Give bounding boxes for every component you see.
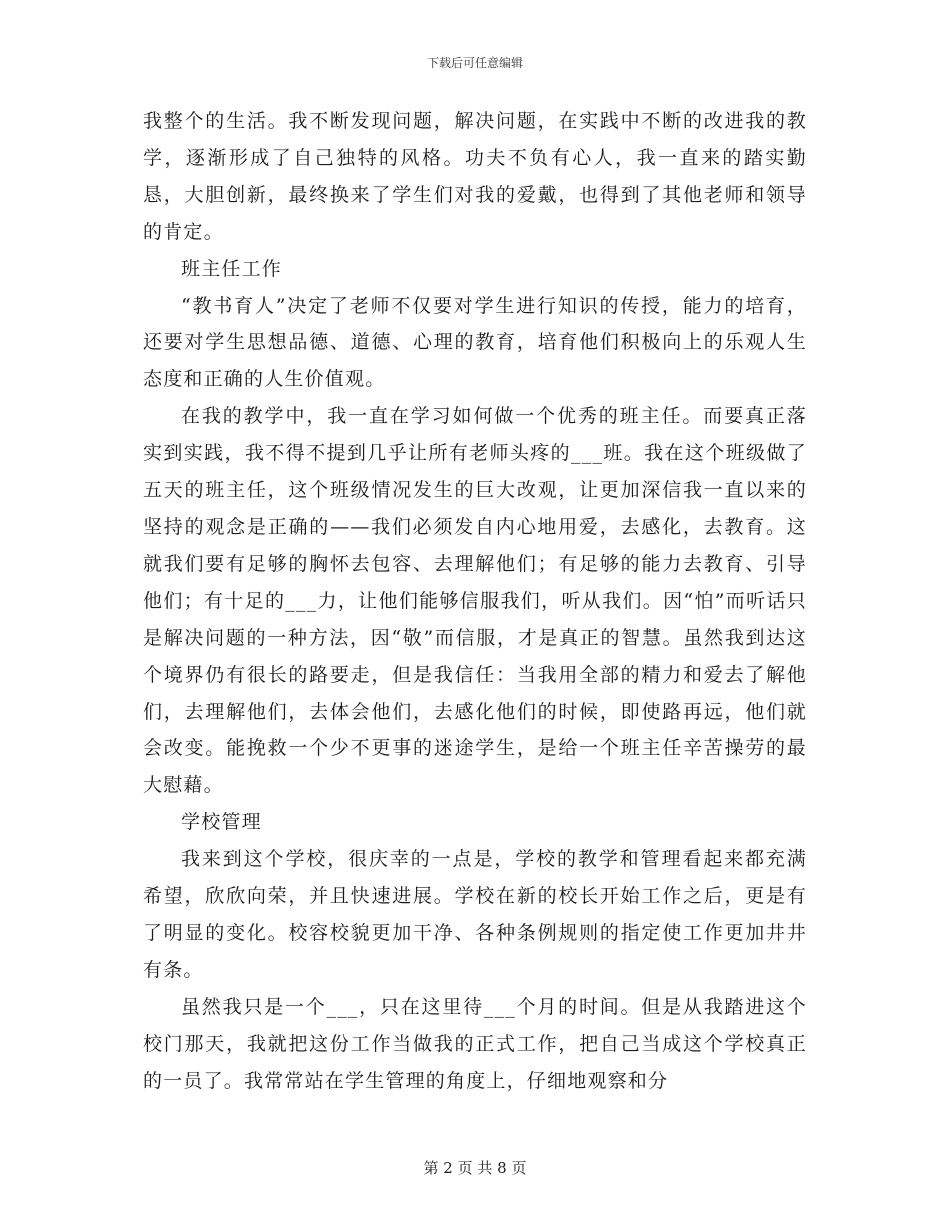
paragraph: “教书育人”决定了老师不仅要对学生进行知识的传授，能力的培育，还要对学生思想品德、道德、心理的教育，培育他们积极向上的乐观人生态度和正确的人生价值观。 (143, 294, 807, 391)
section-heading-class-teacher: 班主任工作 (181, 257, 283, 280)
section-heading-school-management: 学校管理 (181, 811, 262, 834)
page-header: 下载后可任意编辑 (426, 56, 523, 70)
paragraph: 在我的教学中，我一直在学习如何做一个优秀的班主任。而要真正落实到实践，我不得不提到几乎让所有老师头疼的___班。我在这个班级做了五天的班主任，这个班级情况发生的巨大改观，让更加深信我一直以来的坚持的观念是正确的——我们必须发自内心地用爱，去感化，去教育。这就我们要有足够的胸怀去包容、去理解他们；有足够的能力去教育、引导他们；有十足的___力，让他们能够信服我们，听从我们。因“怕”而听话只是解决问题的一种方法，因“敬”而信服，才是真正的智慧。虽然我到达这个境界仍有很长的路要走，但是我信任：当我用全部的精力和爱去了解他们，去理解他们，去体会他们，去感化他们的时候，即使路再远，他们就会改变。能挽救一个少不更事的迷途学生，是给一个班主任辛苦操劳的最大慰藉。 (143, 405, 807, 797)
paragraph: 我来到这个学校，很庆幸的一点是，学校的教学和管理看起来都充满希望，欣欣向荣，并且快速进展。学校在新的校长开始工作之后，更是有了明显的变化。校容校貌更加干净、各种条例规则的指定使工作更加井井有条。 (143, 848, 807, 981)
paragraph-continued: 我整个的生活。我不断发现问题，解决问题，在实践中不断的改进我的教学，逐渐形成了自己独特的风格。功夫不负有心人，我一直来的踏实勤恳，大胆创新，最终换来了学生们对我的爱戴，也得到了其他老师和领导的肯定。 (143, 110, 807, 243)
document-body (143, 103, 807, 1099)
page-number: 第 2 页 共 8 页 (423, 1159, 527, 1177)
paragraph: 虽然我只是一个___，只在这里待___个月的时间。但是从我踏进这个校门那天，我就把这份工作当做我的正式工作，把自己当成这个学校真正的一员了。我常常站在学生管理的角度上，仔细地观察和分 (143, 995, 807, 1092)
